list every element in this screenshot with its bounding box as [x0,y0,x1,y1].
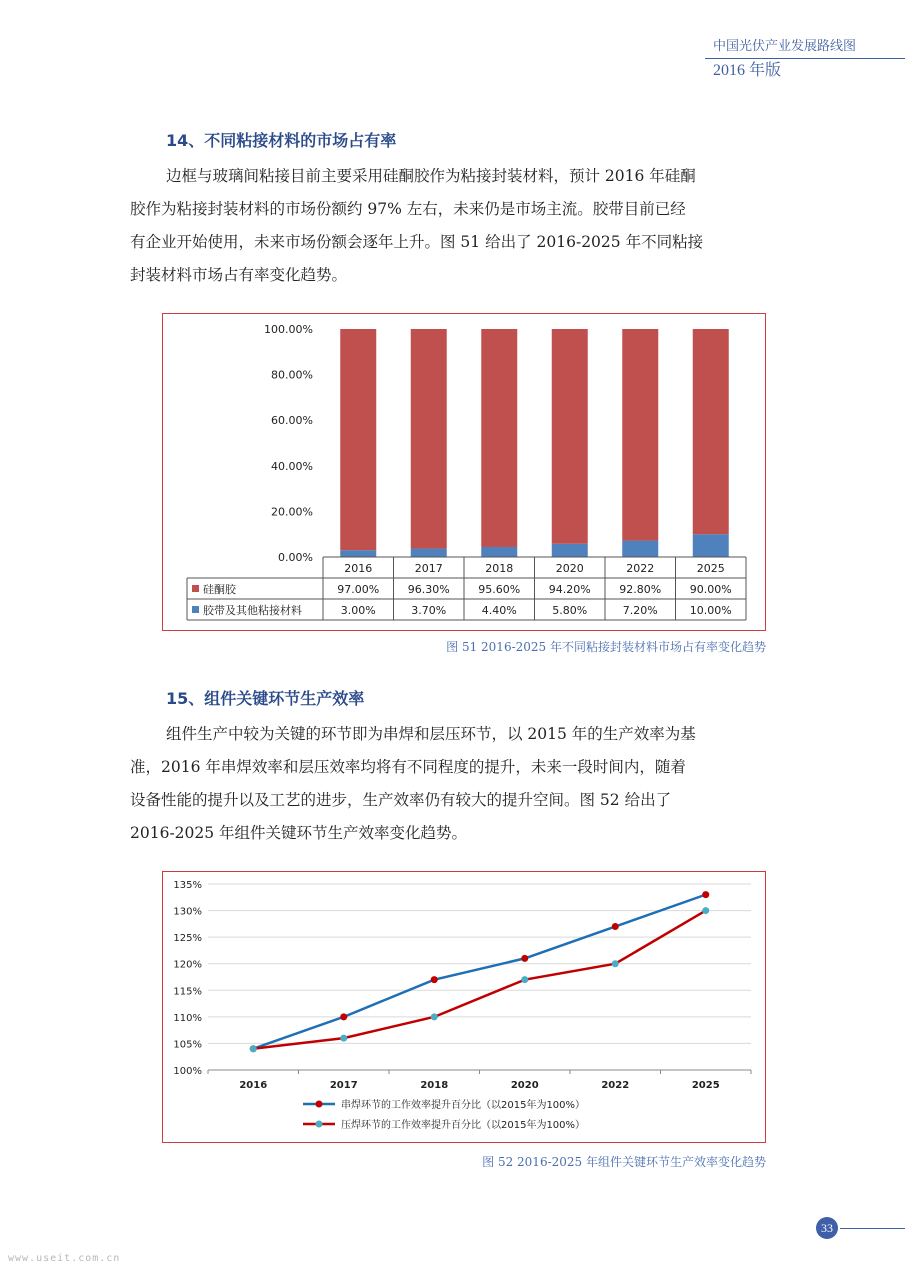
header-year: 2016 年版 [713,62,782,79]
y-tick-label: 125% [173,933,202,945]
bar-tape-2018 [481,547,517,557]
data-label: 95.60% [478,583,521,596]
legend-label: 压焊环节的工作效率提升百分比（以2015年为100%） [341,1120,586,1131]
bar-silicone-2017 [411,329,447,549]
y-tick-label: 110% [173,1012,202,1024]
category-label: 2016 [344,562,373,575]
paragraph-line: 胶作为粘接封装材料的市场份额约 97% 左右，未来仍是市场主流。胶带目前已经 [130,200,686,218]
series-line-0 [253,895,706,1049]
category-label: 2017 [329,1080,358,1091]
chart-52-frame [162,871,766,1143]
bar-tape-2022 [622,541,658,557]
data-label: 10.00% [689,604,732,617]
bar-silicone-2025 [693,329,729,534]
category-label: 2020 [555,562,584,575]
legend-label: 串焊环节的工作效率提升百分比（以2015年为100%） [341,1100,586,1111]
category-label: 2025 [691,1080,720,1091]
header-divider [705,58,905,59]
footer-divider [840,1228,905,1229]
data-point-1 [340,1035,347,1042]
section-15-paragraph [130,718,798,850]
bar-tape-2016 [340,550,376,557]
data-label: 4.40% [481,604,517,617]
category-label: 2025 [696,562,725,575]
category-label: 2022 [601,1080,630,1091]
paragraph-line: 有企业开始使用，未来市场份额会逐年上升。图 51 给出了 2016-2025 年不同粘接 [130,233,704,251]
category-label: 2018 [485,562,514,575]
chart-51 [163,314,765,630]
category-label: 2020 [510,1080,539,1091]
y-tick-label: 120% [173,959,202,971]
y-tick-label: 20.00% [271,505,313,519]
paragraph-line: 设备性能的提升以及工艺的进步，生产效率仍有较大的提升空间。图 52 给出了 [130,791,672,809]
data-point-1 [431,1013,438,1020]
paragraph-line: 2016-2025 年组件关键环节生产效率变化趋势。 [130,824,468,842]
y-tick-label: 40.00% [271,459,313,473]
legend-label: 胶带及其他粘接材料 [203,604,302,617]
chart-51-frame [162,313,766,631]
bar-tape-2020 [552,544,588,557]
chart-51-caption: 图 51 2016-2025 年不同粘接封装材料市场占有率变化趋势 [446,640,766,654]
y-tick-label: 100.00% [264,323,313,336]
bar-tape-2025 [693,534,729,557]
y-tick-label: 80.00% [271,368,313,382]
paragraph-line: 准，2016 年串焊效率和层压效率均将有不同程度的提升，未来一段时间内，随着 [130,758,686,776]
data-point-0 [612,923,619,930]
data-label: 5.80% [552,604,588,617]
category-label: 2016 [239,1080,268,1091]
paragraph-line: 边框与玻璃间粘接目前主要采用硅酮胶作为粘接封装材料，预计 2016 年硅酮 [166,167,696,185]
data-label: 90.00% [689,583,732,596]
data-point-1 [521,976,528,983]
section-14-paragraph [130,160,798,292]
data-point-1 [250,1045,257,1052]
legend-marker [316,1101,323,1108]
data-label: 7.20% [622,604,658,617]
data-point-0 [431,976,438,983]
page-number: 33 [816,1217,838,1239]
chart-52 [163,872,765,1142]
bar-tape-2017 [411,549,447,557]
y-tick-label: 130% [173,906,202,918]
data-label: 94.20% [548,583,591,596]
y-tick-label: 60.00% [271,414,313,428]
data-label: 92.80% [619,583,662,596]
bar-silicone-2016 [340,329,376,550]
running-header [705,38,905,81]
legend-label: 硅酮胶 [203,583,236,596]
paragraph-line: 封装材料市场占有率变化趋势。 [130,266,348,284]
category-label: 2017 [414,562,443,575]
chart-52-caption: 图 52 2016-2025 年组件关键环节生产效率变化趋势 [482,1155,766,1169]
data-label: 3.00% [340,604,376,617]
data-label: 96.30% [407,583,450,596]
data-label: 3.70% [411,604,447,617]
category-label: 2022 [626,562,655,575]
data-point-0 [340,1013,347,1020]
y-tick-label: 0.00% [278,551,313,564]
legend-swatch [192,585,199,592]
y-tick-label: 135% [173,880,202,891]
data-point-1 [702,907,709,914]
data-point-1 [612,960,619,967]
category-label: 2018 [420,1080,449,1091]
data-point-0 [702,891,709,898]
legend-swatch [192,606,199,613]
bar-silicone-2018 [481,329,517,547]
bar-silicone-2022 [622,329,658,541]
section-15-title: 15、组件关键环节生产效率 [166,689,365,708]
data-label: 97.00% [337,583,380,596]
bar-silicone-2020 [552,329,588,544]
y-tick-label: 105% [173,1039,202,1051]
paragraph-line: 组件生产中较为关键的环节即为串焊和层压环节，以 2015 年的生产效率为基 [166,725,696,743]
header-title: 中国光伏产业发展路线图 [713,39,857,54]
series-line-1 [253,911,706,1049]
y-tick-label: 100% [173,1066,202,1077]
data-point-0 [521,955,528,962]
legend-marker [316,1121,323,1128]
section-14-title: 14、不同粘接材料的市场占有率 [166,131,397,150]
watermark: www.useit.com.cn [8,1253,121,1264]
y-tick-label: 115% [173,986,202,998]
